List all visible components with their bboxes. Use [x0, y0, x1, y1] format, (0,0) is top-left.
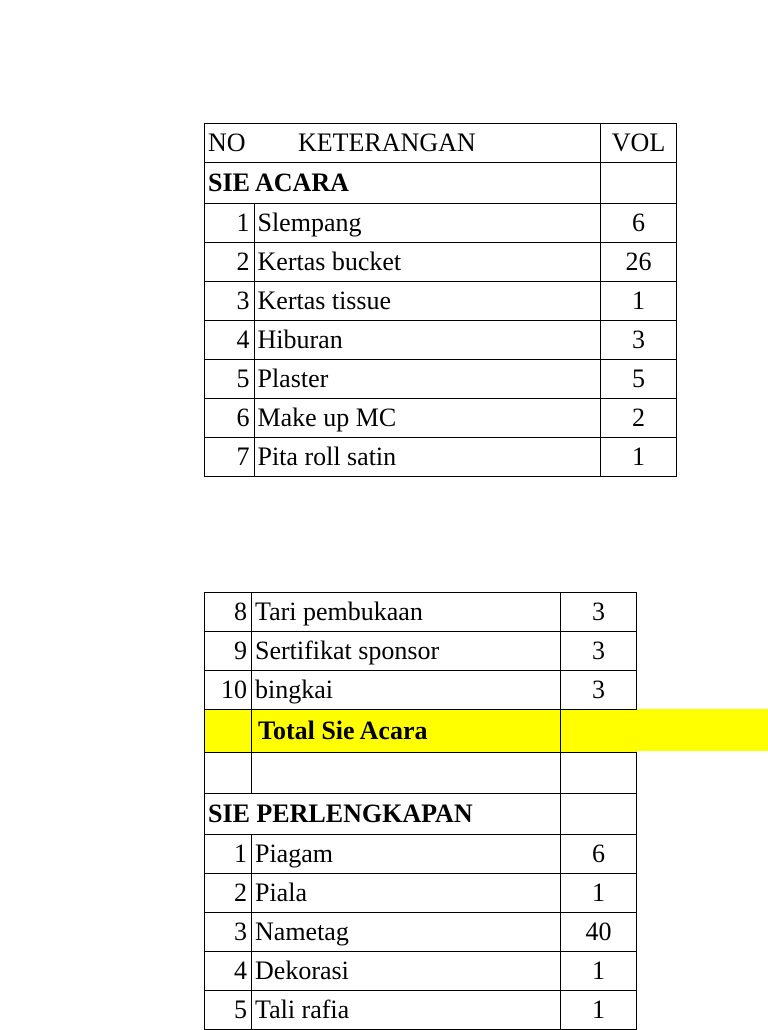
row-vol: 3: [561, 593, 637, 632]
row-no: 3: [205, 282, 255, 321]
row-vol: 5: [601, 360, 677, 399]
row-keterangan: Plaster: [254, 360, 601, 399]
budget-table-part-1: [204, 123, 677, 477]
table-row: [205, 399, 677, 438]
row-no: 1: [205, 204, 255, 243]
table-row: [205, 593, 637, 632]
empty-cell: [205, 753, 252, 794]
row-vol: 3: [561, 671, 637, 710]
row-no: 6: [205, 399, 255, 438]
row-vol: 1: [601, 438, 677, 477]
row-no: 2: [205, 243, 255, 282]
row-keterangan: Piagam: [252, 835, 561, 874]
row-vol: 3: [601, 321, 677, 360]
empty-row: [205, 753, 637, 794]
row-keterangan: Sertifikat sponsor: [252, 632, 561, 671]
row-vol: 1: [561, 952, 637, 991]
row-no: 2: [205, 874, 252, 913]
table-row: [205, 243, 677, 282]
empty-cell: [252, 753, 561, 794]
table-row: [205, 913, 637, 952]
row-vol: 40: [561, 913, 637, 952]
empty-cell: [561, 753, 637, 794]
table-row: [205, 632, 637, 671]
total-label: Total Sie Acara: [252, 710, 561, 753]
row-no: 5: [205, 360, 255, 399]
row-vol: 26: [601, 243, 677, 282]
row-vol: 1: [561, 874, 637, 913]
row-keterangan: Hiburan: [254, 321, 601, 360]
row-keterangan: Make up MC: [254, 399, 601, 438]
row-keterangan: Kertas bucket: [254, 243, 601, 282]
row-no: 4: [205, 952, 252, 991]
total-vol-empty: [561, 710, 637, 753]
header-no: NO: [205, 124, 255, 163]
section-row-perlengkapan: [205, 794, 637, 835]
row-keterangan: bingkai: [252, 671, 561, 710]
header-row: [205, 124, 677, 163]
table-row: [205, 835, 637, 874]
budget-table-part-2: [204, 592, 637, 1030]
section-row-acara: [205, 163, 677, 204]
row-keterangan: Nametag: [252, 913, 561, 952]
table-row: [205, 321, 677, 360]
row-vol: 1: [601, 282, 677, 321]
table-row: [205, 438, 677, 477]
row-keterangan: Piala: [252, 874, 561, 913]
row-keterangan: Slempang: [254, 204, 601, 243]
row-no: 1: [205, 835, 252, 874]
row-vol: 6: [561, 835, 637, 874]
row-no: 10: [205, 671, 252, 710]
table-row: [205, 360, 677, 399]
row-vol: 3: [561, 632, 637, 671]
row-vol: 1: [561, 991, 637, 1030]
total-row-acara: [205, 710, 637, 753]
row-vol: 6: [601, 204, 677, 243]
row-keterangan: Pita roll satin: [254, 438, 601, 477]
row-no: 3: [205, 913, 252, 952]
total-no-empty: [205, 710, 252, 753]
table-row: [205, 874, 637, 913]
section-title-acara: SIE ACARA: [205, 163, 601, 204]
section-vol-empty: [601, 163, 677, 204]
header-keterangan: KETERANGAN: [254, 124, 601, 163]
row-keterangan: Kertas tissue: [254, 282, 601, 321]
row-keterangan: Tari pembukaan: [252, 593, 561, 632]
table-row: [205, 671, 637, 710]
row-vol: 2: [601, 399, 677, 438]
row-keterangan: Tali rafia: [252, 991, 561, 1030]
section-title-perlengkapan: SIE PERLENGKAPAN: [205, 794, 561, 835]
row-keterangan: Dekorasi: [252, 952, 561, 991]
row-no: 9: [205, 632, 252, 671]
row-no: 4: [205, 321, 255, 360]
section-vol-empty: [561, 794, 637, 835]
row-no: 7: [205, 438, 255, 477]
table-row: [205, 952, 637, 991]
table-row: [205, 204, 677, 243]
total-highlight-extension: [632, 709, 768, 751]
header-vol: VOL: [601, 124, 677, 163]
row-no: 5: [205, 991, 252, 1030]
table-row: [205, 282, 677, 321]
row-no: 8: [205, 593, 252, 632]
